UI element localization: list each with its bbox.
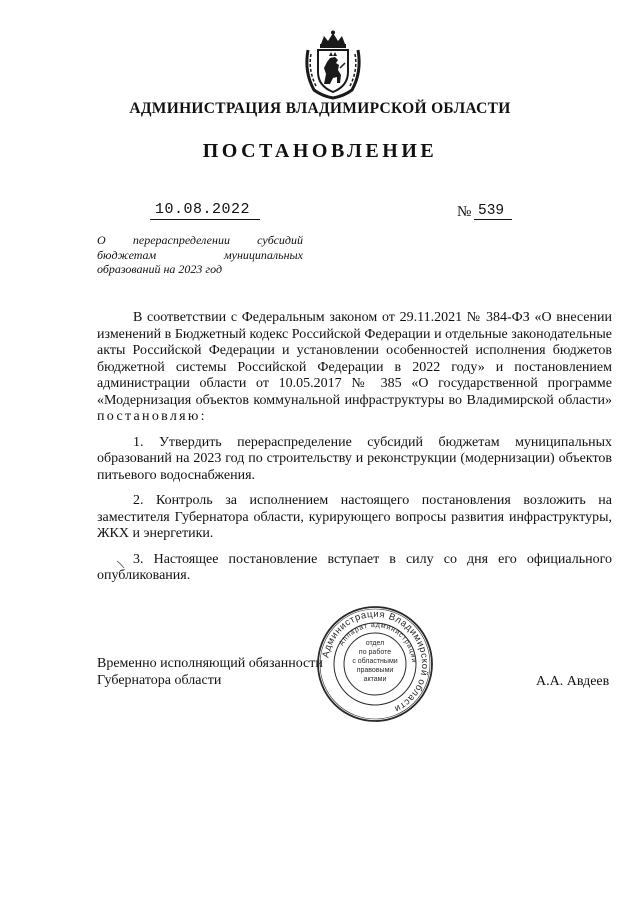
authority-name: АДМИНИСТРАЦИЯ ВЛАДИМИРСКОЙ ОБЛАСТИ (129, 100, 511, 117)
document-number: 539 (478, 203, 505, 219)
stamp-center-line: правовыми (356, 667, 394, 674)
stamp-center-line: по работе (358, 649, 392, 656)
subject-line: образований на 2023 год (97, 262, 223, 276)
stamp-inner-text: Аппарат администрации (338, 621, 418, 664)
subject-line: О перераспределении субсидий (97, 233, 303, 247)
pen-mark-icon (115, 558, 127, 570)
document-body (97, 310, 612, 594)
signatory-name: А.А. Авдеев (536, 674, 610, 689)
decree-item-1: 1. Утвердить перераспределение субсидий бюджетам муниципальных образований на 2023 год по строительству и реконструкции (модернизации) объектов питьевого водоснабжения. (97, 434, 612, 483)
date-underline (150, 219, 260, 220)
signatory-title-line2: Губернатора области (97, 673, 222, 688)
signatory-title-line1: Временно исполняющий обязанности (97, 656, 323, 671)
number-sign: № (457, 204, 472, 220)
preamble-paragraph (97, 310, 612, 426)
document-date: 10.08.2022 (155, 201, 251, 218)
official-stamp (316, 605, 434, 723)
decree-item-3: 3. Настоящее постановление вступает в силу со дня его официального опубликования. (97, 551, 612, 583)
preamble-text: В соответствии с Федеральным законом от 29.11.2021 № 384-ФЗ «О внесении изменений в Бюджетный кодекс Российской Федерации и отдельные законодательные акты Российской Федерации и установлении особенностей исполнения бюджетов бюджетной системы Российской Федерации в 2022 году» и постановлением администрации области от 10.05.2017 № 385 «О государственной программе «Модернизация объектов коммунальной инфраструктуры во Владимирской области» (97, 310, 612, 408)
decree-word: постановляю: (97, 409, 207, 424)
document-type: ПОСТАНОВЛЕНИЕ (202, 140, 438, 162)
coat-of-arms-icon (302, 30, 364, 100)
stamp-outer-text: Администрация Владимирской области (320, 608, 431, 715)
stamp-center-line: с областными (352, 658, 398, 665)
stamp-center-line: отдел (365, 640, 385, 647)
number-underline (474, 219, 512, 220)
subject-line: бюджетам муниципальных (97, 247, 303, 262)
stamp-center-line: актами (363, 676, 387, 683)
decree-item-2: 2. Контроль за исполнением настоящего постановления возложить на заместителя Губернатора области, курирующего вопросы развития инфраструктуры, ЖКХ и энергетики. (97, 493, 612, 541)
document-subject (97, 233, 303, 277)
